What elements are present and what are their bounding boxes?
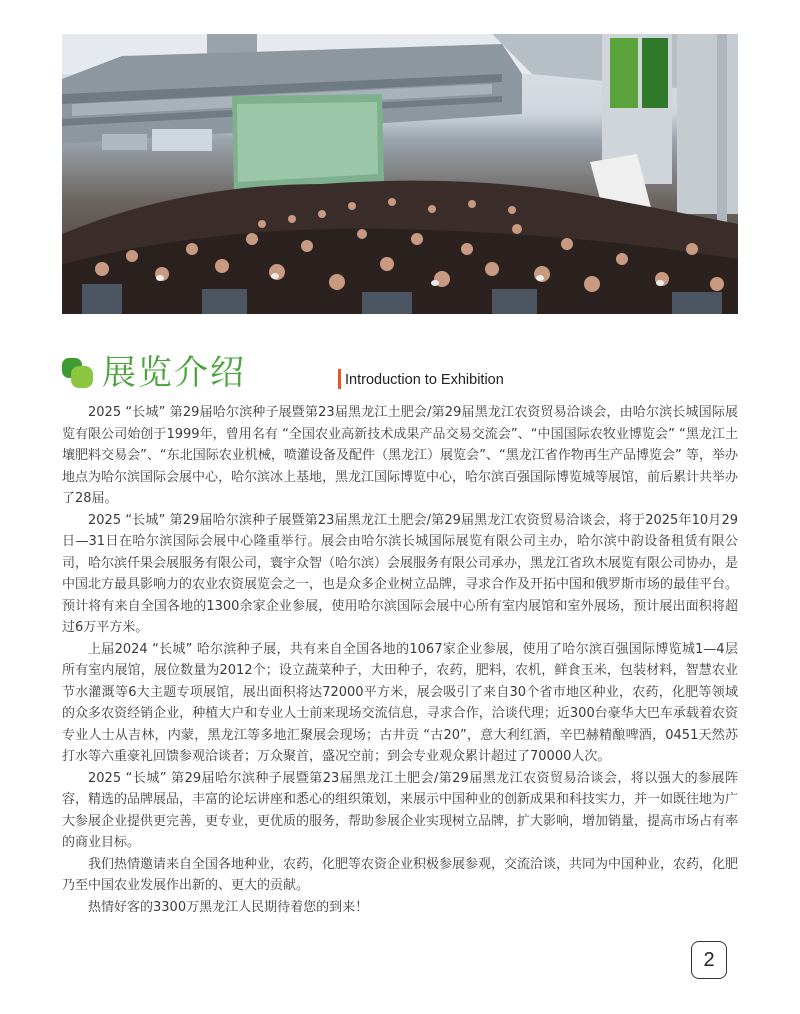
section-title-english: Introduction to Exhibition	[345, 372, 504, 388]
paragraph: 2025 “长城” 第29届哈尔滨种子展暨第23届黑龙江土肥会/第29届黑龙江农资贸易洽谈会，将以强大的参展阵容，精选的品牌展品，丰富的论坛讲座和悉心的组织策划，来展示中国种业的创新成果和科技实力，并一如既往地为广大参展企业提供更完善，更专业，更优质的服务，帮助参展企业实现树立品牌，扩大影响，增加销量，提高市场占有率的商业目标。	[62, 770, 739, 850]
introduction-text	[62, 402, 738, 918]
page-number: 2	[691, 941, 727, 979]
paragraph: 上届2024 “长城” 哈尔滨种子展，共有来自全国各地的1067家企业参展，使用了哈尔滨百强国际博览城1—4层所有室内展馆，展位数量为2012个；设立蔬菜种子，大田种子，农药，肥料，农机，鲜食玉米，包装材料，智慧农业节水灌溉等6大主题专项展馆，展出面积将达72000平方米，展会吸引了来自30个省市地区种业，农药，化肥等领域的众多农资经销企业，种植大户和专业人士前来现场交流信息，寻求合作，洽谈代理；近300台豪华大巴车承载着农资专业人士从吉林，内蒙，黑龙江等多地汇聚展会现场；古井贡 “古20”，意大利红酒，辛巴赫精酿啤酒，0451天然苏打水等六重豪礼回馈参观洽谈者；万众聚首，盛况空前；到会专业观众累计超过了70000人次。	[62, 641, 738, 764]
paragraph: 2025 “长城” 第29届哈尔滨种子展暨第23届黑龙江土肥会/第29届黑龙江农资贸易洽谈会，将于2025年10月29日—31日在哈尔滨国际会展中心隆重举行。展会由哈尔滨长城国际展览有限公司主办，哈尔滨中韵设备租赁有限公司，哈尔滨仟果会展服务有限公司，寰宇众智（哈尔滨）会展服务有限公司承办，黑龙江省玖木展览有限公司协办，是中国北方最具影响力的农业农资展览会之一，也是众多企业树立品牌，寻求合作及开拓中国和俄罗斯市场的最佳平台。预计将有来自全国各地的1300余家企业参展，使用哈尔滨国际会展中心所有室内展馆和室外展场，预计展出面积将超过6万平方米。	[62, 512, 739, 635]
exhibition-crowd-photo	[62, 34, 738, 314]
section-heading	[62, 352, 738, 398]
paragraph: 我们热情邀请来自全国各地种业，农药，化肥等农资企业积极参展参观，交流洽谈，共同为中国种业，农药，化肥乃至中国农业发展作出新的、更大的贡献。	[62, 856, 739, 893]
heading-decoration-light	[71, 366, 93, 388]
title-accent-bar	[338, 369, 341, 389]
paragraph: 2025 “长城” 第29届哈尔滨种子展暨第23届黑龙江土肥会/第29届黑龙江农资贸易洽谈会，由哈尔滨长城国际展览有限公司始创于1999年，曾用名有 “全国农业高新技术成果产品交易交流会”、“中国国际农牧业博览会” “黑龙江土壤肥料交易会”、“东北国际农业机械，喷灌设备及配件（黑龙江）展览会”、“黑龙江省作物再生产品博览会” 等，举办地点为哈尔滨国际会展中心，哈尔滨冰上基地，黑龙江国际博览中心，哈尔滨百强国际博览城等展馆，前后累计共举办了28届。	[62, 405, 739, 506]
section-title-chinese: 展览介绍	[102, 353, 246, 393]
paragraph: 热情好客的3300万黑龙江人民期待着您的到来！	[88, 899, 369, 915]
